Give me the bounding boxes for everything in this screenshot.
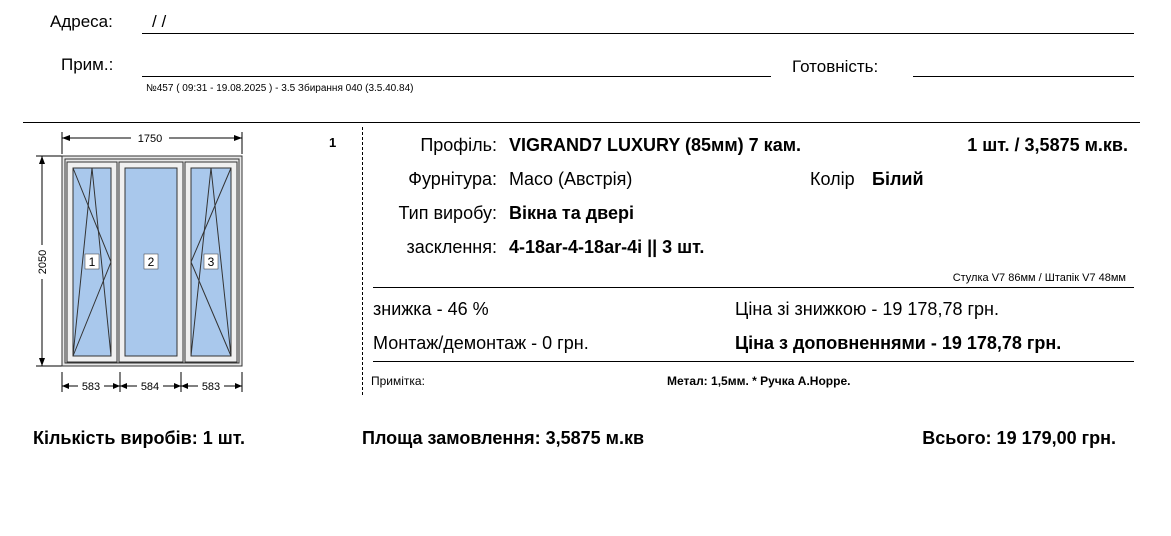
vertical-separator bbox=[362, 127, 363, 395]
sash-width-2: 584 bbox=[140, 381, 160, 393]
remark-value: Метал: 1,5мм. * Ручка А.Норре. bbox=[667, 374, 851, 388]
address-underline bbox=[142, 33, 1134, 34]
item-number: 1 bbox=[329, 135, 337, 150]
mullion-bead: Стулка V7 86мм / Штапік V7 48мм bbox=[952, 272, 1126, 284]
address-value: / / bbox=[152, 12, 167, 31]
hardware-label: Фурнітура: bbox=[408, 169, 497, 189]
specs-divider bbox=[373, 287, 1134, 288]
discount-price: Ціна зі знижкою - 19 178,78 грн. bbox=[735, 299, 999, 319]
quantity-area: 1 шт. / 3,5875 м.кв. bbox=[967, 135, 1128, 155]
sash-width-3: 583 bbox=[201, 381, 221, 393]
address-label: Адреса: bbox=[50, 12, 113, 31]
color-value: Білий bbox=[872, 169, 924, 189]
hardware-value: Maco (Австрія) bbox=[509, 169, 633, 189]
sash-label-2: 2 bbox=[147, 255, 155, 269]
order-total: Всього: 19 179,00 грн. bbox=[922, 428, 1116, 448]
note-label: Прим.: bbox=[61, 55, 114, 74]
price-with-additions: Ціна з доповненнями - 19 178,78 грн. bbox=[735, 333, 1062, 353]
profile-label: Профіль: bbox=[420, 135, 497, 155]
order-area: Площа замовлення: 3,5875 м.кв bbox=[362, 428, 645, 448]
sash-width-1: 583 bbox=[81, 381, 101, 393]
glazing-label: засклення: bbox=[406, 237, 497, 257]
installation: Монтаж/демонтаж - 0 грн. bbox=[373, 333, 589, 353]
note-underline bbox=[142, 76, 771, 77]
color-label: Колір bbox=[810, 169, 855, 189]
type-value: Вікна та двері bbox=[509, 203, 634, 223]
width-dimension: 1750 bbox=[137, 133, 163, 145]
readiness-underline bbox=[913, 76, 1134, 77]
height-dimension: 2050 bbox=[37, 249, 49, 275]
sash-label-1: 1 bbox=[88, 255, 96, 269]
profile-value: VIGRAND7 LUXURY (85мм) 7 кам. bbox=[509, 135, 802, 155]
price-divider bbox=[373, 361, 1134, 362]
section-divider bbox=[23, 122, 1140, 123]
remark-label: Примітка: bbox=[371, 374, 425, 388]
order-info: №457 ( 09:31 - 19.08.2025 ) - 3.5 Збирання 040 (3.5.40.84) bbox=[146, 83, 414, 94]
sash-label-3: 3 bbox=[207, 255, 215, 269]
readiness-label: Готовність: bbox=[792, 57, 879, 76]
glazing-value: 4-18ar-4-18ar-4i || 3 шт. bbox=[509, 237, 705, 257]
window-drawing bbox=[28, 128, 250, 398]
discount: знижка - 46 % bbox=[373, 299, 489, 319]
items-count: Кількість виробів: 1 шт. bbox=[33, 428, 245, 448]
type-label: Тип виробу: bbox=[398, 203, 497, 223]
